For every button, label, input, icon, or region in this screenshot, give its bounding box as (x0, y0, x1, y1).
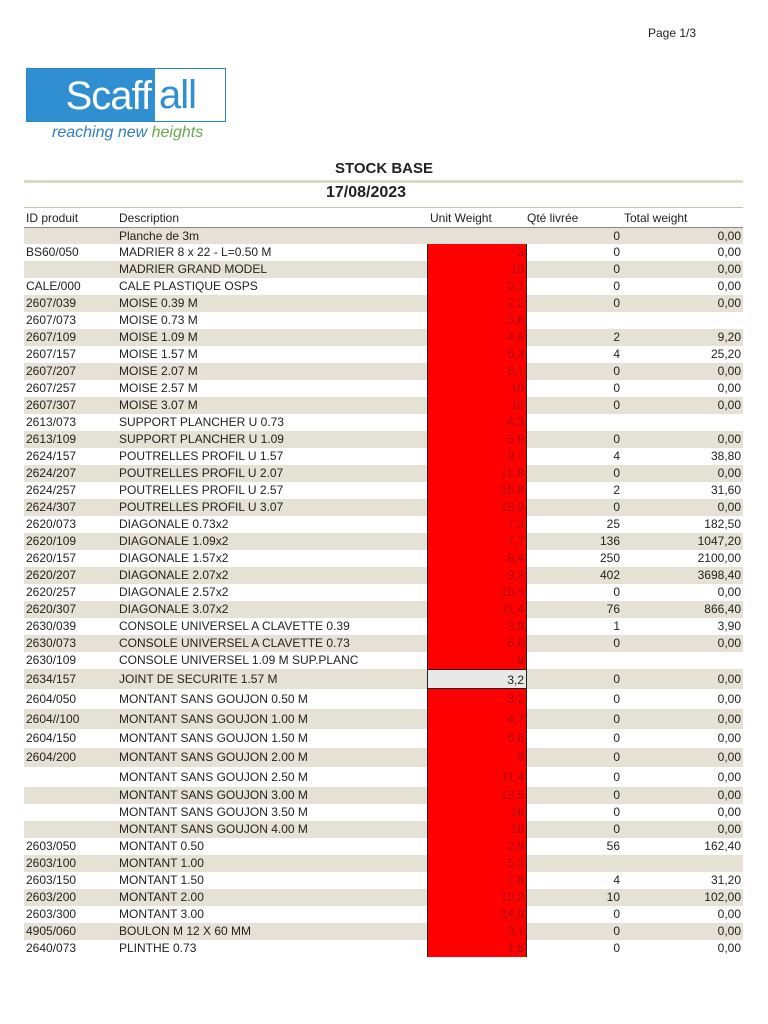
cell-unit-weight: 8,4 (427, 550, 527, 567)
table-row (24, 804, 743, 821)
company-logo (26, 68, 226, 142)
cell-total-weight (622, 652, 743, 669)
cell-unit-weight: 9 (427, 748, 527, 767)
cell-description: MONTANT SANS GOUJON 2.50 M (119, 770, 308, 784)
cell-unit-weight: 0,1 (427, 278, 527, 295)
cell-quantity: 250 (599, 551, 620, 565)
page-number: Page 1/3 (648, 26, 697, 40)
tagline-part-a: reaching new (52, 124, 152, 141)
document-date: 17/08/2023 (325, 184, 407, 201)
cell-quantity: 0 (613, 296, 620, 310)
cell-unit-weight: 5,9 (427, 431, 527, 448)
cell-quantity: 4 (613, 347, 620, 361)
cell-id: 2640/073 (26, 941, 77, 955)
cell-quantity: 0 (613, 822, 620, 836)
cell-total-weight: 3,90 (717, 619, 741, 633)
table-row (24, 584, 743, 601)
cell-id: 2620/157 (26, 551, 77, 565)
cell-unit-weight: 4,7 (427, 709, 527, 729)
cell-unit-weight: 3,2 (427, 669, 527, 689)
cell-quantity: 10 (606, 890, 620, 904)
cell-quantity: 0 (613, 585, 620, 599)
cell-id: 4905/060 (26, 924, 77, 938)
cell-description: CONSOLE UNIVERSEL 1.09 M SUP.PLANC (119, 653, 359, 667)
cell-id: 2603/300 (26, 907, 77, 921)
cell-total-weight (622, 312, 743, 329)
table-row (24, 244, 743, 261)
header-total-weight: Total weight (624, 211, 688, 225)
cell-total-weight (622, 414, 743, 431)
cell-id: 2603/200 (26, 890, 77, 904)
cell-id: 2630/073 (26, 636, 77, 650)
cell-total-weight: 0,00 (717, 750, 741, 764)
cell-quantity: 2 (613, 330, 620, 344)
table-row (24, 482, 743, 499)
cell-total-weight: 0,00 (717, 924, 741, 938)
cell-description: DIAGONALE 3.07x2 (119, 602, 229, 616)
cell-id: 2630/109 (26, 653, 77, 667)
cell-description: POUTRELLES PROFIL U 2.57 (119, 483, 284, 497)
cell-description: MOISE 2.07 M (119, 364, 198, 378)
cell-total-weight: 31,60 (710, 483, 741, 497)
cell-quantity: 0 (613, 636, 620, 650)
cell-description: Planche de 3m (119, 229, 200, 243)
cell-description: MONTANT SANS GOUJON 1.50 M (119, 731, 308, 745)
logo-text-right: all (155, 69, 225, 121)
table-row (24, 821, 743, 838)
cell-quantity: 0 (613, 432, 620, 446)
cell-total-weight: 0,00 (717, 585, 741, 599)
cell-id (24, 787, 119, 804)
cell-quantity: 4 (613, 449, 620, 463)
table-row (24, 652, 743, 669)
cell-id: 2607/207 (26, 364, 77, 378)
table-row (24, 567, 743, 584)
cell-unit-weight: 3,9 (427, 618, 527, 635)
cell-description: MONTANT SANS GOUJON 4.00 M (119, 822, 308, 836)
cell-unit-weight: 18 (427, 821, 527, 838)
cell-total-weight: 0,00 (717, 432, 741, 446)
cell-description: JOINT DE SECURITE 1.57 M (119, 672, 278, 686)
cell-id: 2603/050 (26, 839, 77, 853)
cell-id: 2607/073 (26, 313, 77, 327)
cell-description: SUPPORT PLANCHER U 0.73 (119, 415, 284, 429)
cell-description: MADRIER GRAND MODEL (119, 262, 268, 276)
table-row (24, 499, 743, 516)
cell-total-weight: 0,00 (717, 941, 741, 955)
cell-total-weight: 38,80 (710, 449, 741, 463)
cell-id: 2634/157 (26, 672, 77, 686)
cell-id: BS60/050 (26, 245, 79, 259)
cell-description: CALE PLASTIQUE OSPS (119, 279, 258, 293)
cell-quantity: 4 (613, 873, 620, 887)
cell-unit-weight: 9,2 (427, 567, 527, 584)
cell-description: MONTANT 1.50 (119, 873, 204, 887)
table-row (24, 787, 743, 804)
cell-id: 2624/157 (26, 449, 77, 463)
cell-quantity (527, 312, 622, 329)
cell-quantity: 0 (613, 692, 620, 706)
cell-total-weight: 0,00 (717, 672, 741, 686)
cell-total-weight (622, 855, 743, 872)
cell-description: MADRIER 8 x 22 - L=0.50 M (119, 245, 272, 259)
cell-unit-weight: 9,7 (427, 448, 527, 465)
cell-id: 2620/307 (26, 602, 77, 616)
table-row (24, 601, 743, 618)
cell-description: PLINTHE 0.73 (119, 941, 197, 955)
cell-total-weight: 0,00 (717, 245, 741, 259)
cell-unit-weight: 3,2 (427, 689, 527, 709)
cell-quantity: 0 (613, 712, 620, 726)
table-row (24, 940, 743, 957)
table-row (24, 278, 743, 295)
cell-unit-weight: 5,3 (427, 855, 527, 872)
cell-unit-weight: 3,6 (427, 312, 527, 329)
cell-total-weight: 0,00 (717, 398, 741, 412)
cell-total-weight: 102,00 (704, 890, 741, 904)
cell-quantity: 0 (613, 941, 620, 955)
cell-description: MONTANT 0.50 (119, 839, 204, 853)
cell-id: 2620/207 (26, 568, 77, 582)
table-body (24, 228, 743, 957)
cell-quantity: 0 (613, 245, 620, 259)
cell-id (24, 261, 119, 278)
cell-id: 2613/109 (26, 432, 77, 446)
cell-total-weight: 2100,00 (697, 551, 741, 565)
cell-total-weight: 0,00 (717, 279, 741, 293)
cell-quantity: 0 (613, 364, 620, 378)
cell-quantity: 0 (613, 381, 620, 395)
cell-unit-weight: 4,6 (427, 329, 527, 346)
cell-unit-weight: 2,2 (427, 295, 527, 312)
cell-id: 2604/200 (26, 750, 77, 764)
cell-unit-weight: 11,4 (427, 767, 527, 787)
cell-quantity: 0 (613, 788, 620, 802)
cell-total-weight: 0,00 (717, 770, 741, 784)
cell-id: 2613/073 (26, 415, 77, 429)
cell-total-weight: 0,00 (717, 731, 741, 745)
table-row (24, 855, 743, 872)
table-row (24, 635, 743, 652)
table-row (24, 748, 743, 767)
header-id: ID produit (26, 211, 79, 225)
cell-unit-weight: 6,8 (427, 635, 527, 652)
table-row (24, 465, 743, 482)
table-row (24, 618, 743, 635)
cell-id: CALE/000 (26, 279, 81, 293)
cell-quantity: 1 (613, 619, 620, 633)
cell-description: MONTANT SANS GOUJON 2.00 M (119, 750, 308, 764)
cell-quantity: 402 (599, 568, 620, 582)
cell-description: DIAGONALE 0.73x2 (119, 517, 229, 531)
cell-description: DIAGONALE 1.09x2 (119, 534, 229, 548)
cell-total-weight: 0,00 (717, 466, 741, 480)
header-unit-weight: Unit Weight (430, 211, 492, 225)
cell-id: 2620/073 (26, 517, 77, 531)
cell-total-weight: 162,40 (704, 839, 741, 853)
stock-table (24, 210, 743, 957)
cell-total-weight: 0,00 (717, 822, 741, 836)
cell-description: MONTANT SANS GOUJON 1.00 M (119, 712, 308, 726)
cell-unit-weight: 16 (427, 804, 527, 821)
table-row (24, 312, 743, 329)
cell-unit-weight: 7,8 (427, 872, 527, 889)
cell-quantity: 0 (613, 770, 620, 784)
cell-description: MONTANT 2.00 (119, 890, 204, 904)
cell-id: 2624/257 (26, 483, 77, 497)
cell-quantity: 0 (613, 924, 620, 938)
table-row (24, 533, 743, 550)
table-row (24, 689, 743, 709)
cell-unit-weight: 3 (427, 244, 527, 261)
cell-description: MOISE 2.57 M (119, 381, 198, 395)
header-description: Description (119, 211, 180, 225)
cell-total-weight: 3698,40 (697, 568, 741, 582)
cell-description: DIAGONALE 2.57x2 (119, 585, 229, 599)
cell-quantity: 0 (613, 262, 620, 276)
table-row (24, 669, 743, 689)
table-row (24, 346, 743, 363)
cell-unit-weight: 15,8 (427, 482, 527, 499)
table-row (24, 729, 743, 748)
cell-quantity: 76 (606, 602, 620, 616)
cell-unit-weight: 12 (427, 397, 527, 414)
cell-description: MOISE 0.73 M (119, 313, 198, 327)
cell-total-weight: 0,00 (717, 636, 741, 650)
cell-quantity: 136 (599, 534, 620, 548)
cell-unit-weight: 18,9 (427, 499, 527, 516)
table-header (24, 210, 743, 228)
cell-description: CONSOLE UNIVERSEL A CLAVETTE 0.39 (119, 619, 350, 633)
cell-unit-weight: 7,7 (427, 533, 527, 550)
cell-id: 2604/150 (26, 731, 77, 745)
cell-quantity: 0 (613, 750, 620, 764)
cell-quantity (527, 414, 622, 431)
cell-quantity (527, 855, 622, 872)
cell-description: DIAGONALE 1.57x2 (119, 551, 229, 565)
header-divider (24, 207, 743, 208)
logo-text-left: Scaff (27, 69, 155, 121)
cell-unit-weight: 10 (427, 261, 527, 278)
cell-unit-weight: 2,9 (427, 838, 527, 855)
cell-id: 2607/039 (26, 296, 77, 310)
cell-description: MOISE 0.39 M (119, 296, 198, 310)
cell-total-weight: 0,00 (717, 712, 741, 726)
cell-quantity: 0 (613, 398, 620, 412)
cell-id (24, 821, 119, 838)
cell-id (24, 767, 119, 787)
cell-description: MONTANT SANS GOUJON 3.50 M (119, 805, 308, 819)
cell-unit-weight: 10,2 (427, 889, 527, 906)
table-row (24, 261, 743, 278)
cell-id: 2630/039 (26, 619, 77, 633)
logo-wordmark (26, 68, 226, 122)
cell-description: MOISE 1.09 M (119, 330, 198, 344)
cell-quantity: 0 (613, 805, 620, 819)
cell-unit-weight: 0,1 (427, 923, 527, 940)
cell-id (24, 804, 119, 821)
table-row (24, 872, 743, 889)
cell-total-weight: 31,20 (710, 873, 741, 887)
cell-unit-weight: 12,8 (427, 465, 527, 482)
cell-unit-weight: 6,3 (427, 346, 527, 363)
table-row (24, 363, 743, 380)
table-row (24, 329, 743, 346)
cell-description: MONTANT 1.00 (119, 856, 204, 870)
table-row (24, 550, 743, 567)
cell-unit-weight: 1,5 (427, 940, 527, 957)
cell-description: DIAGONALE 2.07x2 (119, 568, 229, 582)
cell-total-weight: 0,00 (717, 788, 741, 802)
cell-description: MONTANT 3.00 (119, 907, 204, 921)
cell-unit-weight: 14,9 (427, 906, 527, 923)
cell-description: BOULON M 12 X 60 MM (119, 924, 252, 938)
header-quantity: Qté livrée (527, 211, 579, 225)
cell-id: 2624/307 (26, 500, 77, 514)
cell-description: MONTANT SANS GOUJON 3.00 M (119, 788, 308, 802)
cell-quantity: 0 (613, 672, 620, 686)
table-row (24, 906, 743, 923)
cell-quantity: 0 (613, 466, 620, 480)
cell-total-weight: 0,00 (717, 296, 741, 310)
cell-description: MONTANT SANS GOUJON 0.50 M (119, 692, 308, 706)
cell-quantity: 0 (613, 279, 620, 293)
document-title: STOCK BASE (334, 160, 434, 177)
cell-unit-weight: 10 (427, 380, 527, 397)
cell-quantity: 2 (613, 483, 620, 497)
table-row (24, 838, 743, 855)
cell-total-weight: 0,00 (717, 907, 741, 921)
cell-id: 2603/150 (26, 873, 77, 887)
title-divider (24, 180, 743, 183)
table-row (24, 767, 743, 787)
cell-description: SUPPORT PLANCHER U 1.09 (119, 432, 284, 446)
table-row (24, 923, 743, 940)
cell-id: 2607/109 (26, 330, 77, 344)
tagline-part-b: heights (151, 124, 204, 141)
cell-unit-weight: 4,3 (427, 414, 527, 431)
table-row (24, 516, 743, 533)
cell-description: CONSOLE UNIVERSEL A CLAVETTE 0.73 (119, 636, 350, 650)
table-row (24, 448, 743, 465)
cell-total-weight: 0,00 (717, 381, 741, 395)
cell-unit-weight: 11,4 (427, 601, 527, 618)
table-row (24, 709, 743, 729)
cell-unit-weight: 9 (427, 652, 527, 669)
cell-id: 2603/100 (26, 856, 77, 870)
cell-unit-weight: 10,3 (427, 584, 527, 601)
cell-unit-weight: 13,5 (427, 787, 527, 804)
table-row (24, 397, 743, 414)
cell-total-weight: 0,00 (717, 500, 741, 514)
cell-total-weight: 182,50 (704, 517, 741, 531)
cell-description: MOISE 1.57 M (119, 347, 198, 361)
cell-quantity: 0 (613, 500, 620, 514)
cell-description: POUTRELLES PROFIL U 3.07 (119, 500, 284, 514)
cell-id: 2607/157 (26, 347, 77, 361)
cell-quantity (527, 652, 622, 669)
cell-unit-weight: 6,6 (427, 729, 527, 748)
cell-total-weight: 9,20 (717, 330, 741, 344)
cell-quantity: 0 (613, 907, 620, 921)
cell-quantity: 56 (606, 839, 620, 853)
cell-id: 2620/257 (26, 585, 77, 599)
cell-id: 2607/257 (26, 381, 77, 395)
cell-total-weight: 25,20 (710, 347, 741, 361)
cell-total-weight: 0,00 (717, 692, 741, 706)
table-row (24, 414, 743, 431)
table-row (24, 889, 743, 906)
cell-unit-weight: 8,1 (427, 363, 527, 380)
cell-total-weight: 0,00 (717, 262, 741, 276)
cell-total-weight: 1047,20 (697, 534, 741, 548)
cell-id: 2620/109 (26, 534, 77, 548)
table-row (24, 380, 743, 397)
cell-id: 2604/050 (26, 692, 77, 706)
cell-total-weight: 0,00 (717, 805, 741, 819)
cell-description: POUTRELLES PROFIL U 2.07 (119, 466, 284, 480)
logo-tagline (26, 124, 226, 142)
table-row (24, 295, 743, 312)
table-row (24, 228, 743, 244)
cell-total-weight: 866,40 (704, 602, 741, 616)
table-row (24, 431, 743, 448)
cell-quantity: 25 (606, 517, 620, 531)
cell-quantity: 0 (613, 731, 620, 745)
cell-id: 2607/307 (26, 398, 77, 412)
cell-id: 2624/207 (26, 466, 77, 480)
cell-unit-weight (427, 228, 527, 244)
cell-total-weight: 0,00 (717, 229, 741, 243)
cell-description: MOISE 3.07 M (119, 398, 198, 412)
cell-total-weight: 0,00 (717, 364, 741, 378)
cell-unit-weight: 7,3 (427, 516, 527, 533)
cell-id: 2604//100 (26, 712, 80, 726)
cell-id (24, 228, 119, 244)
cell-description: POUTRELLES PROFIL U 1.57 (119, 449, 284, 463)
cell-quantity: 0 (613, 229, 620, 243)
